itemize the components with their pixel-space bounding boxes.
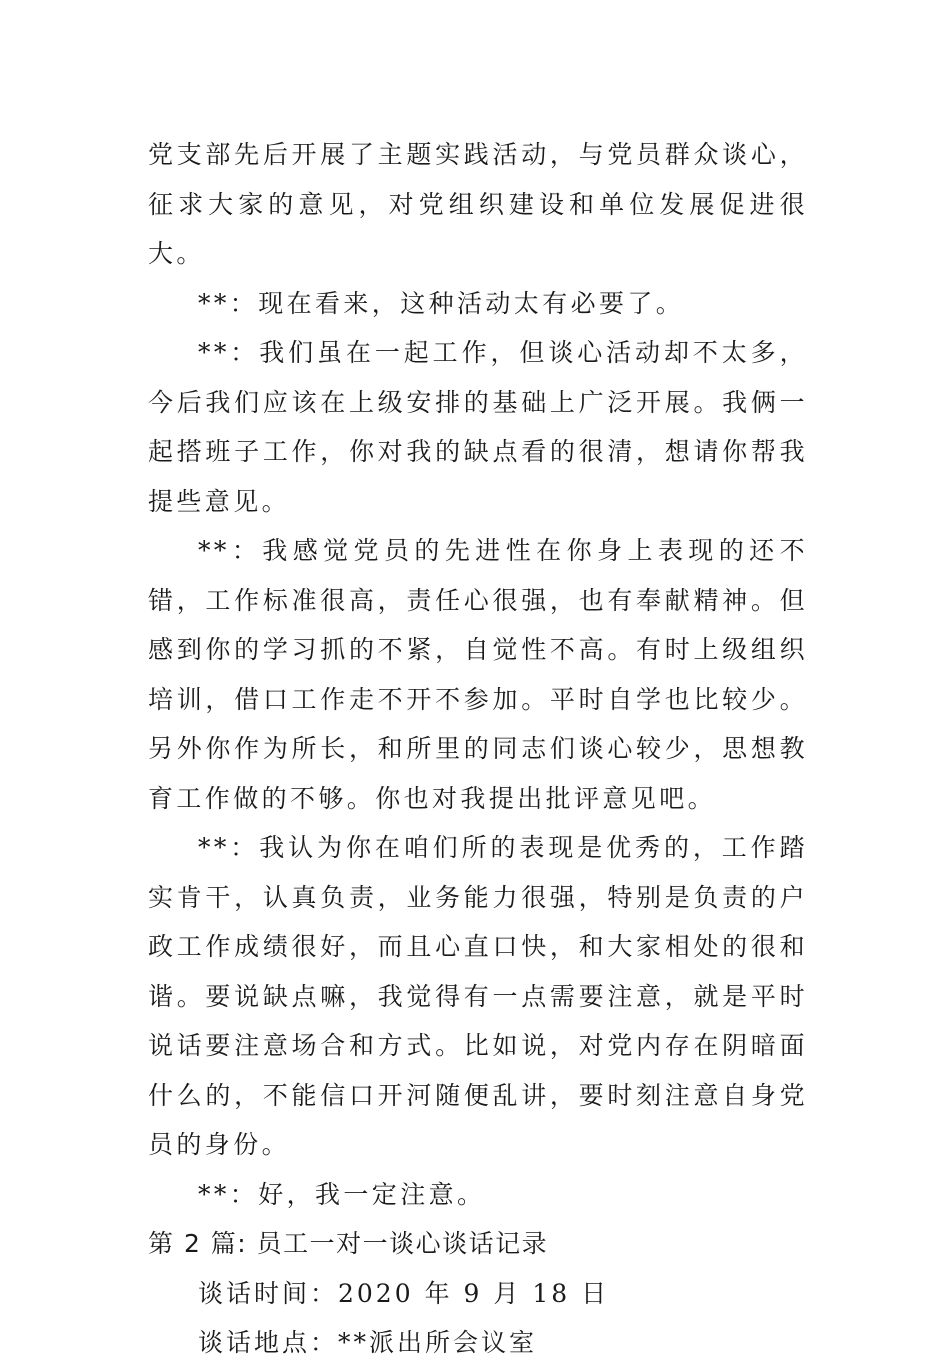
section-heading: 第 2 篇: 员工一对一谈心谈话记录 (148, 1229, 549, 1258)
talk-time: 谈话时间：2020 年 9 月 18 日 (198, 1278, 610, 1308)
paragraph-continuation: 党支部先后开展了主题实践活动，与党员群众谈心，征求大家的意见，对党组织建设和单位发展促进很大。 (148, 140, 808, 268)
talk-place: 谈话地点：**派出所会议室 (198, 1328, 538, 1357)
paragraph-dialogue-3: **：我感觉党员的先进性在你身上表现的还不错，工作标准很高，责任心很强，也有奉献精神。但感到你的学习抓的不紧，自觉性不高。有时上级组织培训，借口工作走不开不参加。平时自学也比较少。另外你作为所长，和所里的同志们谈心较少，思想教育工作做的不够。你也对我提出批评意见吧。 (148, 536, 808, 813)
paragraph-dialogue-2: **：我们虽在一起工作，但谈心活动却不太多，今后我们应该在上级安排的基础上广泛开展。我俩一起搭班子工作，你对我的缺点看的很清，想请你帮我提些意见。 (148, 338, 808, 516)
paragraph-dialogue-5: **：好，我一定注意。 (198, 1179, 486, 1209)
paragraph-dialogue-4: **：我认为你在咱们所的表现是优秀的，工作踏实肯干，认真负责，业务能力很强，特别是负责的户政工作成绩很好，而且心直口快，和大家相处的很和谐。要说缺点嘛，我觉得有一点需要注意，就是平时说话要注意场合和方式。比如说，对党内存在阴暗面什么的，不能信口开河随便乱讲，要时刻注意自身党员的身份。 (148, 833, 808, 1159)
paragraph-dialogue-1: **：现在看来，这种活动太有必要了。 (198, 288, 685, 318)
document-body (148, 130, 808, 1368)
